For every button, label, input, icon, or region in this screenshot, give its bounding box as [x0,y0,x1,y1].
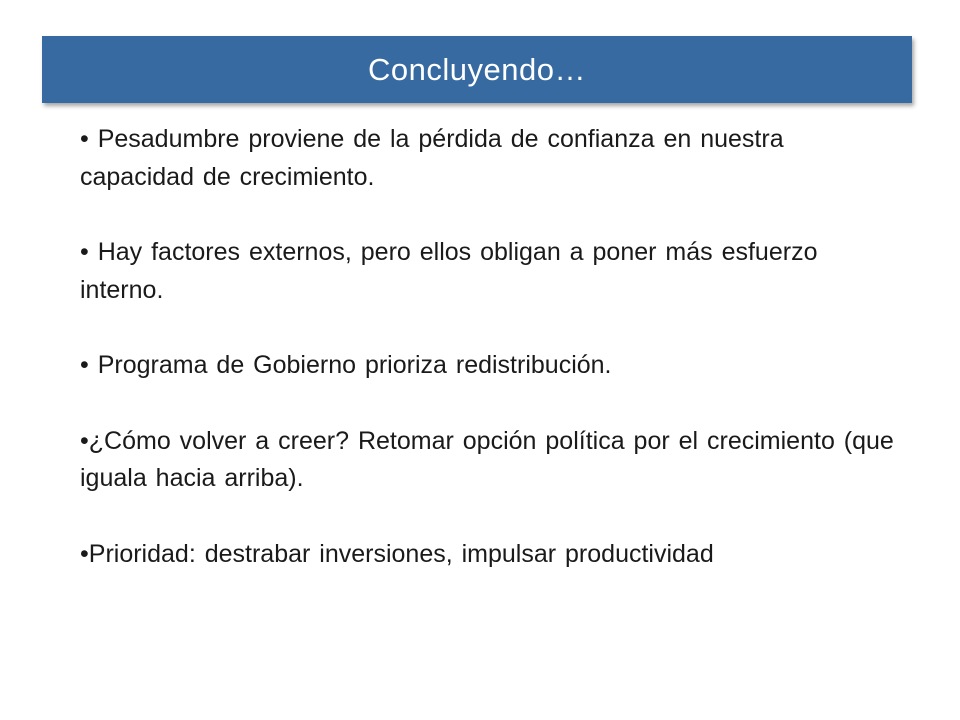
bullet-item [80,536,900,574]
bullet-icon: • [80,426,89,455]
bullet-item [80,347,900,385]
bullet-list [80,121,900,611]
bullet-item [80,234,900,309]
bullet-icon: • [80,125,98,153]
bullet-text: Pesadumbre proviene de la pérdida de confianza en nuestra capacidad de crecimiento. [80,125,784,191]
bullet-text: ¿Cómo volver a creer? Retomar opción política por el crecimiento (que iguala hacia arriba). [80,426,894,492]
bullet-item [80,121,900,196]
bullet-icon: • [80,351,98,379]
bullet-icon: • [80,539,89,568]
title-bar [42,36,912,103]
bullet-text: Programa de Gobierno prioriza redistribución. [97,351,612,379]
bullet-icon: • [80,238,98,266]
slide-title: Concluyendo… [368,51,586,87]
bullet-text: Prioridad: destrabar inversiones, impulsar productividad [88,539,714,568]
bullet-text: Hay factores externos, pero ellos obligan a poner más esfuerzo interno. [80,238,818,304]
bullet-item [80,423,900,498]
